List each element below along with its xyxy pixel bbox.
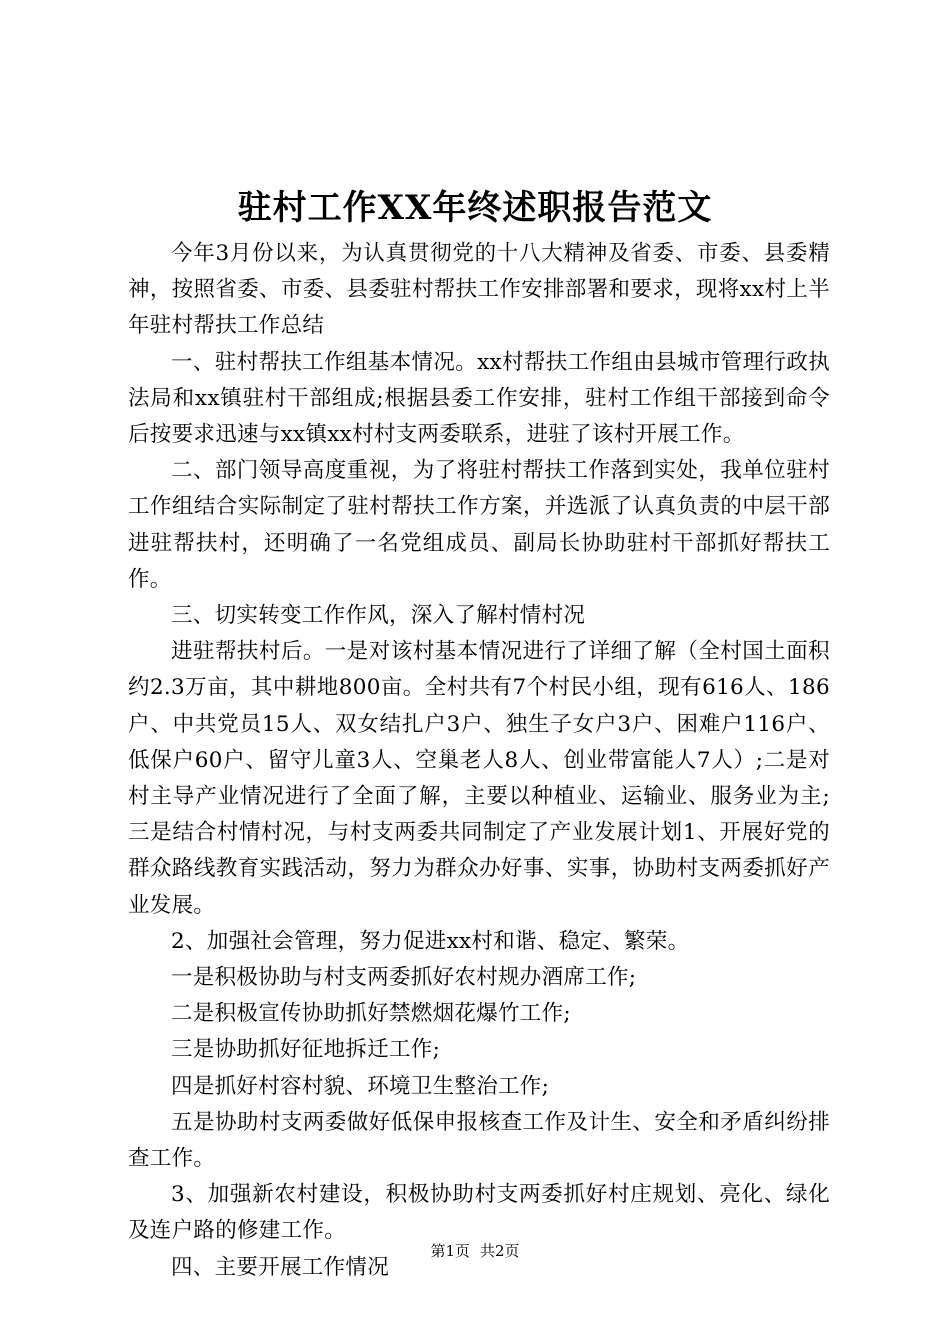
- paragraph-section-1: 一、驻村帮扶工作组基本情况。xx村帮扶工作组由县城市管理行政执法局和xx镇驻村干部组成;根据县委工作安排，驻村工作组干部接到命令后按要求迅速与xx镇xx村村支两委联系，进驻了该村开展工作。: [128, 349, 830, 448]
- document-title: 驻村工作XX年终述职报告范文: [237, 188, 713, 228]
- paragraph-section-3-heading: 三、切实转变工作作风，深入了解村情村况: [171, 603, 586, 629]
- paragraph-social-management: 2、加强社会管理，努力促进xx村和谐、稳定、繁荣。: [171, 928, 690, 954]
- page-number: 第1页: [430, 1242, 470, 1260]
- paragraph-item-1: 一是积极协助与村支两委抓好农村规办酒席工作;: [171, 965, 637, 991]
- page-total: 共2页: [480, 1242, 520, 1260]
- paragraph-section-4-heading: 四、主要开展工作情况: [171, 1254, 390, 1280]
- paragraph-new-countryside: 3、加强新农村建设，积极协助村支两委抓好村庄规划、亮化、绿化及连户路的修建工作。: [128, 1182, 830, 1244]
- paragraph-item-3: 三是协助抓好征地拆迁工作;: [171, 1037, 441, 1063]
- paragraph-intro: 今年3月份以来，为认真贯彻党的十八大精神及省委、市委、县委精神，按照省委、市委、县委驻村帮扶工作安排部署和要求，现将xx村上半年驻村帮扶工作总结: [128, 241, 830, 339]
- page-footer: [0, 1240, 950, 1262]
- paragraph-village-details: 进驻帮扶村后。一是对该村基本情况进行了详细了解（全村国土面积约2.3万亩，其中耕地800亩。全村共有7个村民小组，现有616人、186户、中共党员15人、双女结扎户3户、独生子女户3户、困难户116户、低保户60户、留守儿童3人、空巢老人8人、创业带富能人7人）;二是对村主导产业情况进行了全面了解，主要以种植业、运输业、服务业为主;三是结合村情村况，与村支两委共同制定了产业发展计划1、开展好党的群众路线教育实践活动，努力为群众办好事、实事，协助村支两委抓好产业发展。: [128, 639, 830, 918]
- paragraph-item-4: 四是抓好村容村貌、环境卫生整治工作;: [171, 1073, 550, 1099]
- paragraph-item-5: 五是协助村支两委做好低保申报核查工作及计生、安全和矛盾纠纷排查工作。: [128, 1109, 830, 1172]
- paragraph-item-2: 二是积极宣传协助抓好禁燃烟花爆竹工作;: [171, 1001, 571, 1027]
- document-body: [128, 236, 830, 1286]
- paragraph-section-2: 二、部门领导高度重视，为了将驻村帮扶工作落到实处，我单位驻村工作组结合实际制定了驻村帮扶工作方案，并选派了认真负责的中层干部进驻帮扶村，还明确了一名党组成员、副局长协助驻村干部抓好帮扶工作。: [128, 458, 830, 592]
